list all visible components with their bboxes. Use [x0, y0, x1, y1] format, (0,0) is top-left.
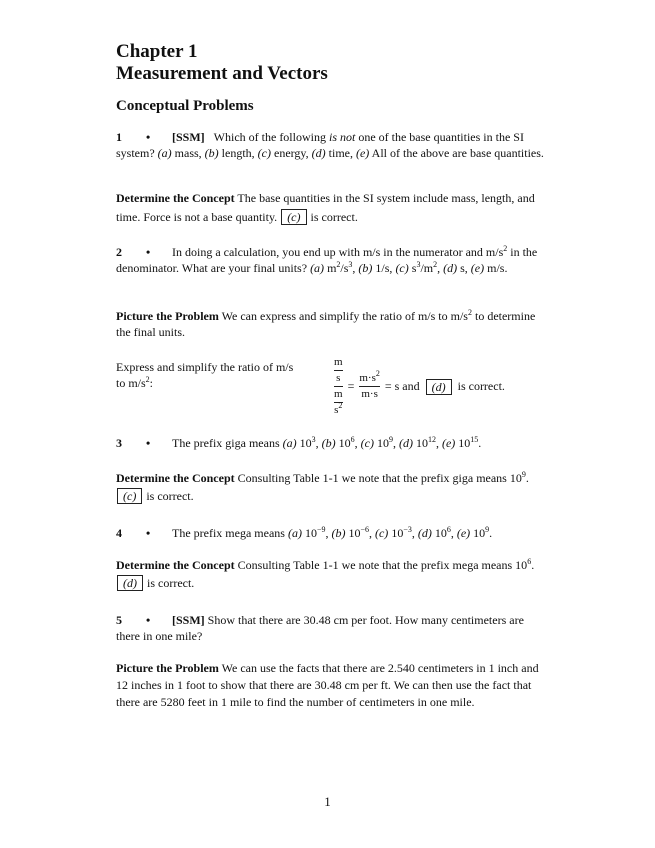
problem-2: 2 • In doing a calculation, you end up with m/s in the numerator and $m/s^2$ in the denominator. What are your final units? (a) $m^2/s^3$, (b) 1/s, (c) $s^3/m^2$, (d) s, (e) m/s.: [116, 244, 538, 275]
fraction-numerator: m: [334, 388, 343, 400]
answer-box: (c): [117, 488, 142, 504]
bullet: •: [146, 613, 151, 627]
section-title: Conceptual Problems: [116, 98, 254, 114]
problem-number: 4: [116, 526, 122, 540]
problem-1: 1 • [SSM] Which of the following is not one of the base quantities in the SI system? (a) mass, (b) length, (c) energy, (d) time, (e) All of the above are base quantities.: [116, 130, 544, 160]
fraction-denominator: $s^2$: [334, 401, 343, 416]
problem-number: 3: [116, 436, 122, 450]
solution-1: Determine the Concept The base quantities in the SI system include mass, length, and time. Force is not a base quantity. (c) is correct.: [116, 191, 535, 224]
fraction-denominator: m·s: [361, 388, 378, 400]
answer-box: (d): [117, 575, 143, 591]
solution-lead: Determine the Concept: [116, 471, 235, 485]
ssm-tag: [SSM]: [172, 130, 205, 144]
solution-lead: Picture the Problem: [116, 309, 219, 323]
solution-3: Determine the Concept Consulting Table 1-1 we note that the prefix giga means $10^9$. (c) is correct.: [116, 470, 529, 503]
problem-4: 4 • The prefix mega means (a) $10^{-9}$, (b) $10^{-6}$, (c) $10^{-3}$, (d) $10^6$, (e) $10^9$.: [116, 525, 493, 540]
bullet: •: [146, 130, 151, 144]
solution-lead: Picture the Problem: [116, 661, 219, 675]
fraction-denominator: s: [336, 372, 341, 384]
problem-3: 3 • The prefix giga means (a) $10^3$, (b) $10^6$, (c) $10^9$, (d) $10^{12}$, (e) $10^{15}$.: [116, 435, 482, 450]
chapter-heading: [116, 41, 328, 85]
simplified-fraction: [359, 369, 380, 401]
fraction-numerator: m: [334, 356, 343, 368]
solution-4: Determine the Concept Consulting Table 1-1 we note that the prefix mega means $10^6$. (d) is correct.: [116, 557, 535, 590]
compound-fraction: [334, 356, 343, 417]
equation-result: = s and: [384, 379, 420, 393]
ssm-tag: [SSM]: [172, 613, 205, 627]
solution-lead: Determine the Concept: [116, 558, 235, 572]
problem-number: 2: [116, 245, 122, 259]
bullet: •: [146, 526, 151, 540]
problem-number: 5: [116, 613, 122, 627]
bullet: •: [146, 436, 151, 450]
page-number: 1: [324, 794, 331, 809]
problem-5: 5 • [SSM] Show that there are 30.48 cm per foot. How many centimeters are there in one mile?: [116, 613, 524, 643]
bullet: •: [146, 245, 151, 259]
answer-box: (c): [281, 209, 306, 225]
solution-lead: Determine the Concept: [116, 191, 235, 205]
ratio-equation: m s m $s^2$ = $\frac{m\cdot s^2}{m\cdot s}$ = s and (d) is correct.: [334, 356, 505, 416]
problem-number: 1: [116, 130, 122, 144]
step-description: Express and simplify the ratio of m/s to $m/s^2$:: [116, 360, 294, 390]
chapter-number: Chapter 1: [116, 41, 198, 62]
fraction-numerator: $m\cdot s^2$: [359, 369, 380, 384]
solution-2: Picture the Problem We can express and simplify the ratio of m/s to $m/s^2$ to determine the final units.: [116, 308, 536, 339]
equals-sign: =: [347, 379, 355, 393]
chapter-title: Measurement and Vectors: [116, 63, 328, 84]
answer-box: (d): [426, 379, 452, 395]
solution-5: Picture the Problem We can use the facts that there are 2.540 centimeters in 1 inch and 12 inches in 1 foot to show that there are 30.48 cm per ft. We can then use the fact that there are 5280 feet in 1 mile to find the number of centimeters in one mile.: [116, 661, 539, 709]
